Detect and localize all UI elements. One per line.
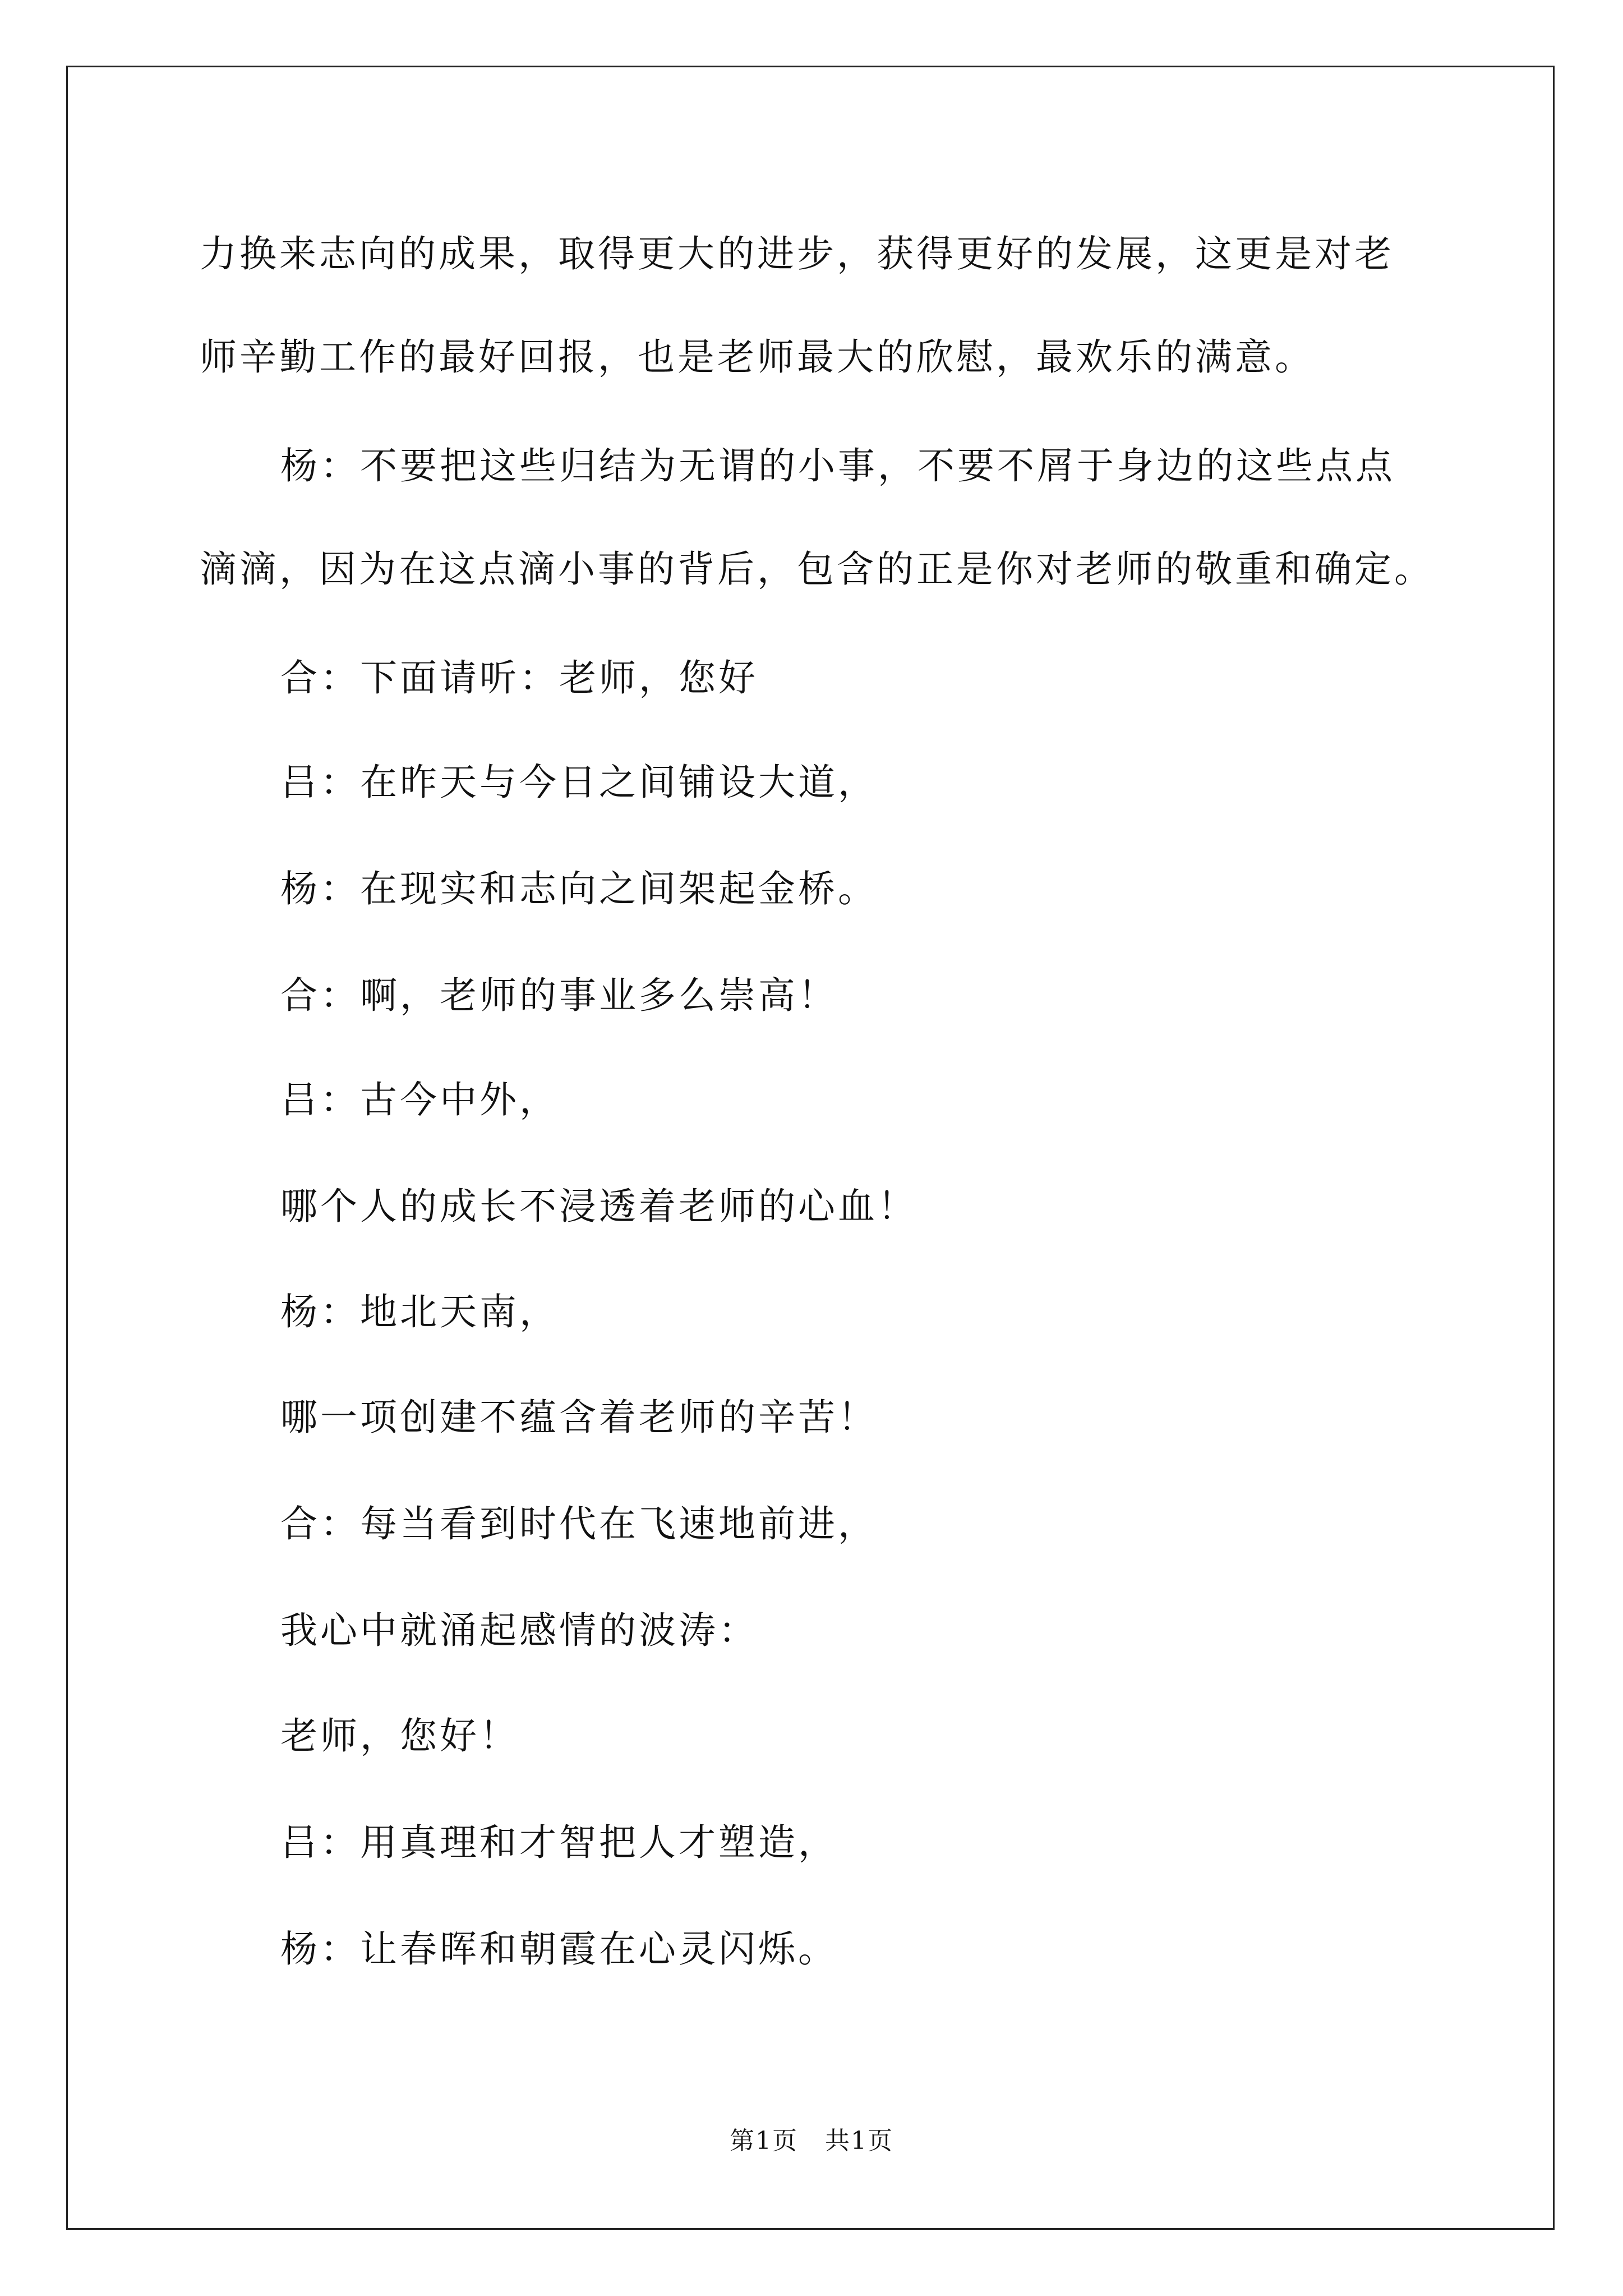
paragraph-line: 哪一项创建不蕴含着老师的辛苦！ bbox=[280, 1396, 878, 1439]
paragraph-line: 我心中就涌起感情的波涛： bbox=[280, 1609, 758, 1652]
page-footer bbox=[0, 2120, 1623, 2156]
page-number-current: 第1页 bbox=[730, 2127, 798, 2155]
paragraph-line: 杨：不要把这些归结为无谓的小事，不要不屑于身边的这些点点 bbox=[280, 444, 1395, 487]
paragraph-line: 力换来志向的成果，取得更大的进步，获得更好的发展，这更是对老 bbox=[200, 232, 1394, 275]
page-number-total: 共1页 bbox=[825, 2127, 893, 2155]
paragraph-line: 合：下面请听：老师，您好 bbox=[280, 656, 758, 700]
paragraph-line: 杨：在现实和志向之间架起金桥。 bbox=[280, 867, 878, 910]
paragraph-line: 师辛勤工作的最好回报，也是老师最大的欣慰，最欢乐的满意。 bbox=[200, 335, 1315, 379]
paragraph-line: 杨：地北天南， bbox=[280, 1290, 559, 1333]
paragraph-line: 合：啊，老师的事业多么崇高！ bbox=[280, 974, 838, 1017]
paragraph-line: 老师，您好！ bbox=[280, 1714, 519, 1757]
paragraph-line: 吕：在昨天与今日之间铺设大道， bbox=[280, 761, 878, 804]
paragraph-line: 滴滴，因为在这点滴小事的背后，包含的正是你对老师的敬重和确定。 bbox=[200, 547, 1434, 591]
paragraph-line: 吕：用真理和才智把人才塑造， bbox=[280, 1821, 838, 1864]
paragraph-line: 哪个人的成长不浸透着老师的心血！ bbox=[280, 1185, 917, 1228]
page-border bbox=[66, 66, 1555, 2230]
paragraph-line: 吕：古今中外， bbox=[280, 1078, 559, 1121]
paragraph-line: 杨：让春晖和朝霞在心灵闪烁。 bbox=[280, 1927, 838, 1971]
paragraph-line: 合：每当看到时代在飞速地前进， bbox=[280, 1502, 878, 1545]
